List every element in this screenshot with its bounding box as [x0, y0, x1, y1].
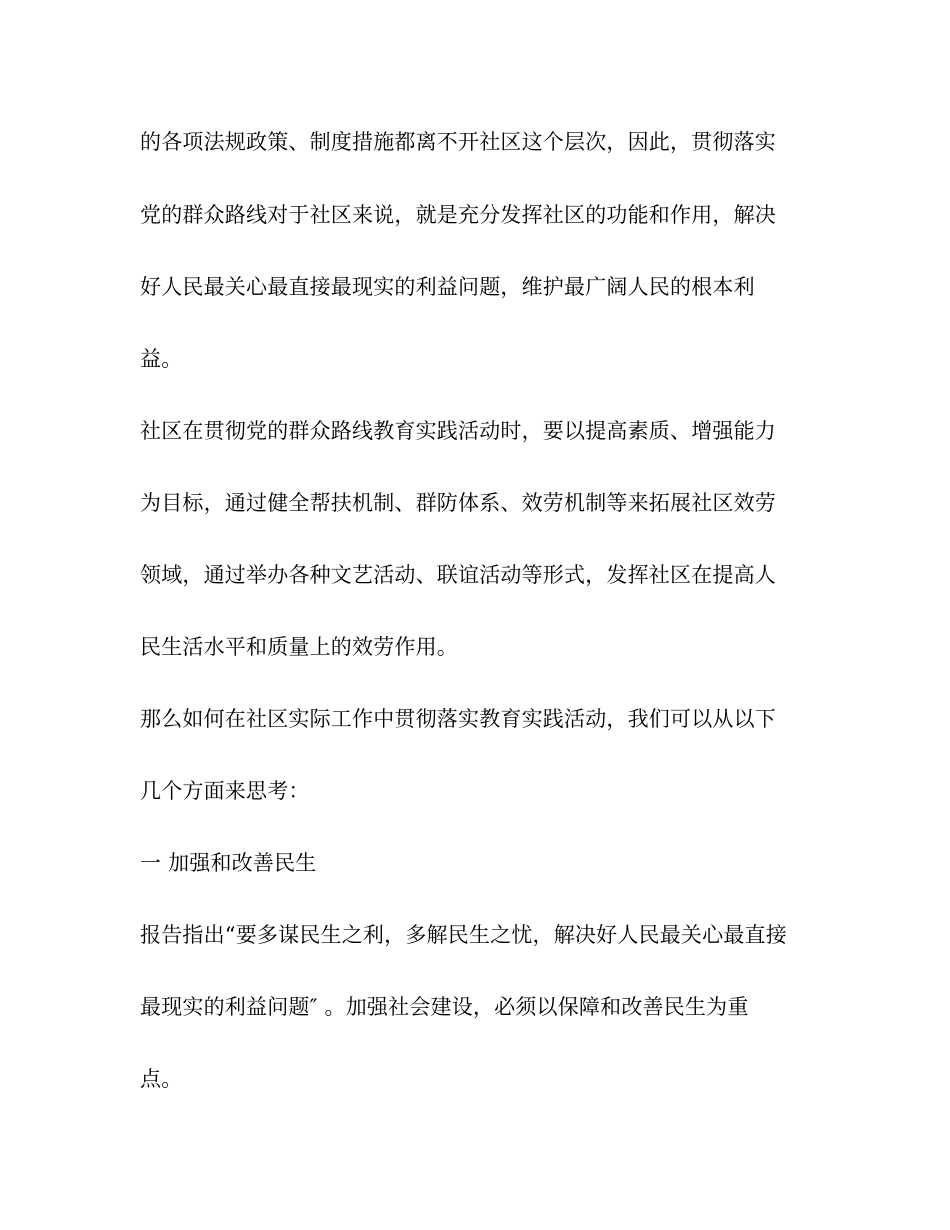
text-line: 报告指出“要多谋民生之利，多解民生之忧，解决好人民最关心最直接 — [140, 923, 787, 947]
text-line: 益。 — [140, 347, 183, 371]
text-line: 点。 — [140, 1067, 183, 1091]
text-line: 那么如何在社区实际工作中贯彻落实教育实践活动，我们可以从以下 — [140, 707, 776, 731]
text-line: 几个方面来思考： — [140, 779, 310, 803]
text-line: 党的群众路线对于社区来说，就是充分发挥社区的功能和作用，解决 — [140, 203, 776, 227]
text-line: 民生活水平和质量上的效劳作用。 — [140, 635, 458, 659]
text-line: 社区在贯彻党的群众路线教育实践活动时，要以提高素质、增强能力 — [140, 419, 776, 443]
section-heading-text: 一 加强和改善民生 — [140, 851, 317, 875]
text-line: 好人民最关心最直接最现实的利益问题，维护最广阔人民的根本利 — [140, 275, 755, 299]
text-line: 的各项法规政策、制度措施都离不开社区这个层次，因此，贯彻落实 — [140, 130, 776, 154]
text-line: 领域，通过举办各种文艺活动、联谊活动等形式，发挥社区在提高人 — [140, 563, 776, 587]
text-line: 最现实的利益问题″ 。加强社会建设，必须以保障和改善民生为重 — [140, 995, 749, 1019]
text-line: 为目标，通过健全帮扶机制、群防体系、效劳机制等来拓展社区效劳 — [140, 491, 776, 515]
